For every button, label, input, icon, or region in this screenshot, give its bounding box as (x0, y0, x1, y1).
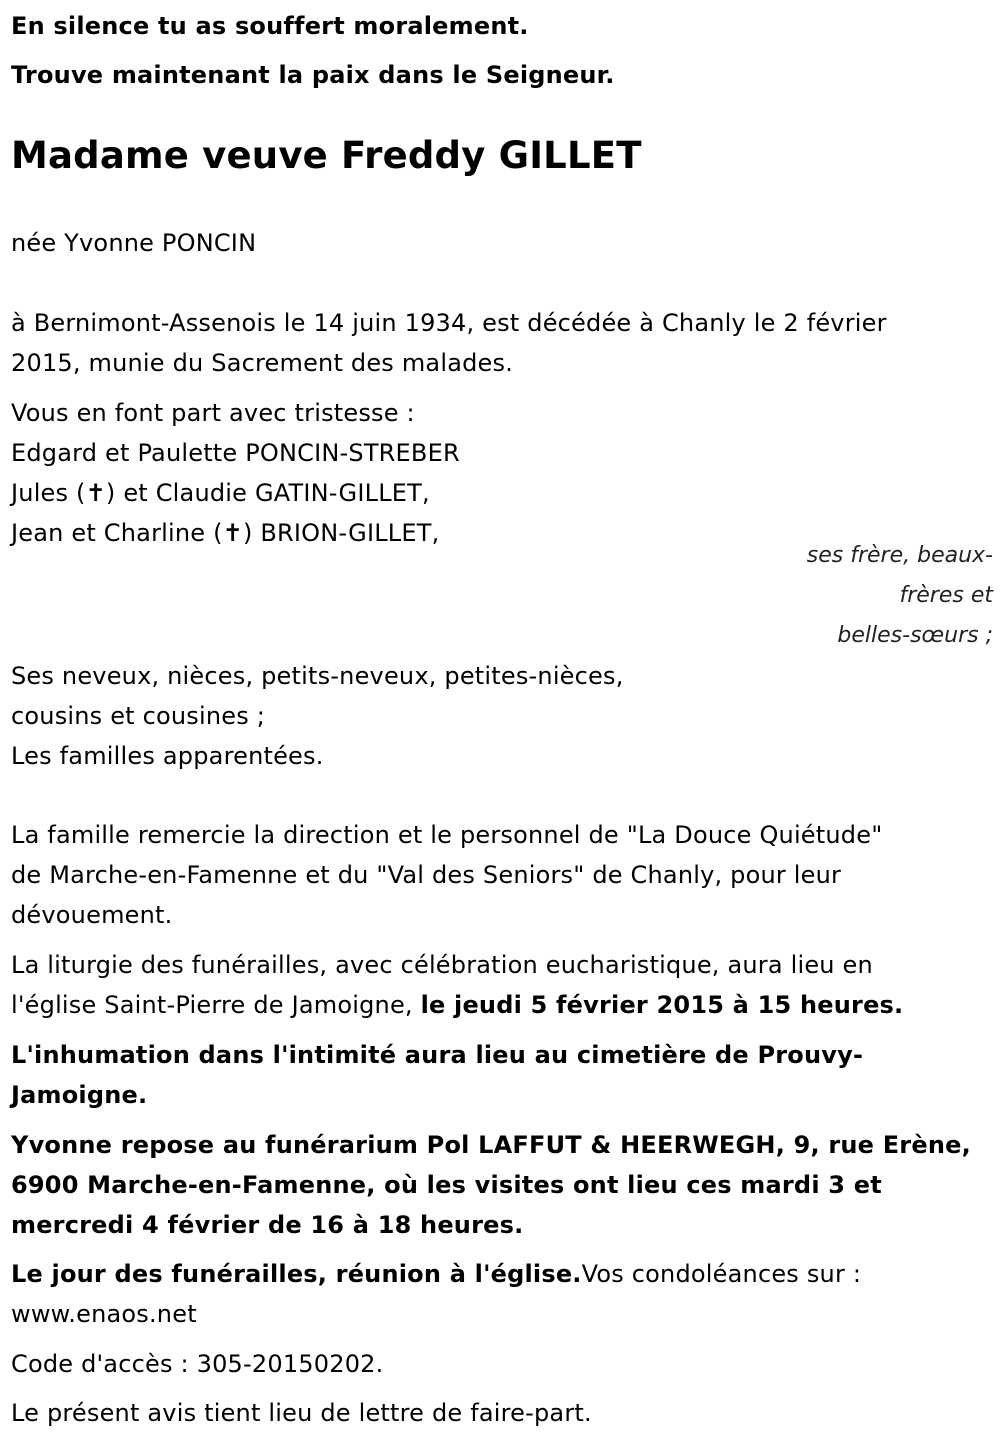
relation-line: belles-sœurs ; (837, 623, 993, 648)
meeting-info: Le jour des funérailles, réunion à l'église. (11, 1260, 582, 1288)
closing-note: Le présent avis tient lieu de lettre de faire-part. (11, 1399, 592, 1427)
relatives-line: Ses neveux, nièces, petits-neveux, petites-nièces, (11, 662, 624, 690)
access-code: Code d'accès : 305-20150202. (11, 1350, 384, 1378)
relation-line: ses frère, beaux- (806, 543, 993, 568)
family-line: Jean et Charline (✝) BRION-GILLET, (11, 519, 440, 547)
liturgy-location: l'église Saint-Pierre de Jamoigne, (11, 991, 421, 1019)
verse-line-2: Trouve maintenant la paix dans le Seigneur. (11, 61, 615, 89)
verse-line-1: En silence tu as souffert moralement. (11, 12, 529, 40)
condolences-website-link[interactable]: www.enaos.net (11, 1300, 197, 1328)
thanks-line: de Marche-en-Famenne et du "Val des Seniors" de Chanly, pour leur (11, 861, 842, 889)
condolences-label: Vos condoléances sur : (581, 1260, 862, 1288)
liturgy-line-2 (11, 985, 903, 1025)
liturgy-date-time: le jeudi 5 février 2015 à 15 heures. (420, 991, 904, 1019)
announcement-intro: Vous en font part avec tristesse : (11, 399, 415, 427)
relatives-line: cousins et cousines ; (11, 702, 266, 730)
burial-line: L'inhumation dans l'intimité aura lieu au cimetière de Prouvy- (11, 1041, 864, 1069)
funeral-home-line: mercredi 4 février de 16 à 18 heures. (11, 1211, 524, 1239)
birth-name: née Yvonne PONCIN (11, 229, 257, 257)
deceased-name-title: Madame veuve Freddy GILLET (11, 134, 642, 177)
family-line: Jules (✝) et Claudie GATIN-GILLET, (11, 479, 430, 507)
funeral-home-line: 6900 Marche-en-Famenne, où les visites ont lieu ces mardi 3 et (11, 1171, 882, 1199)
liturgy-line-1: La liturgie des funérailles, avec célébration eucharistique, aura lieu en (11, 951, 873, 979)
relation-line: frères et (899, 583, 993, 608)
thanks-line: La famille remercie la direction et le personnel de "La Douce Quiétude" (11, 821, 883, 849)
birth-death-line-2: 2015, munie du Sacrement des malades. (11, 349, 514, 377)
thanks-line: dévouement. (11, 901, 173, 929)
meeting-line (11, 1254, 861, 1294)
burial-line: Jamoigne. (11, 1081, 148, 1109)
relatives-line: Les familles apparentées. (11, 742, 324, 770)
family-line: Edgard et Paulette PONCIN-STREBER (11, 439, 460, 467)
birth-death-line-1: à Bernimont-Assenois le 14 juin 1934, est décédée à Chanly le 2 février (11, 309, 887, 337)
funeral-home-line: Yvonne repose au funérarium Pol LAFFUT & HEERWEGH, 9, rue Erène, (11, 1131, 971, 1159)
